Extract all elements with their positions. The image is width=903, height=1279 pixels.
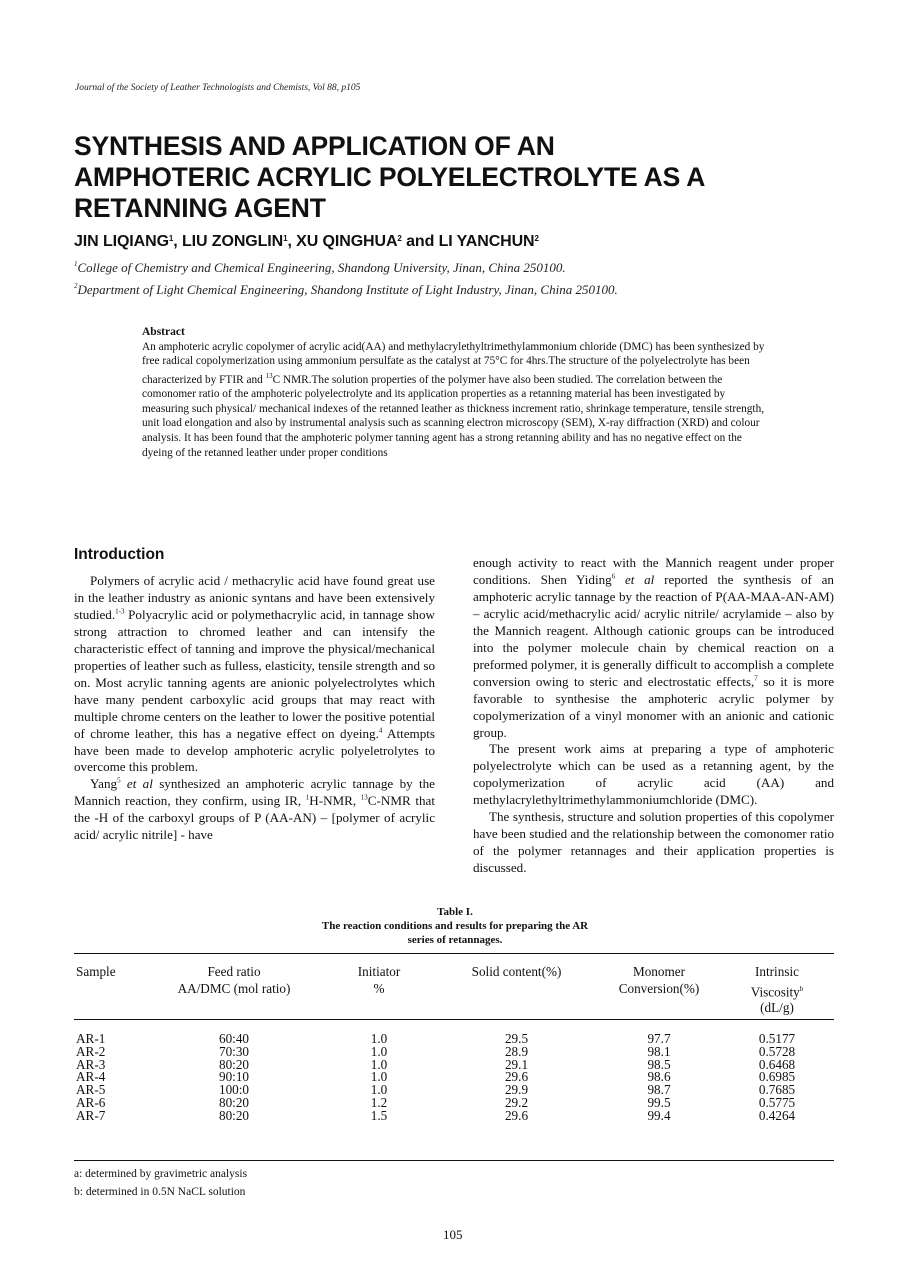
cell-initiator: 1.0: [370, 1043, 388, 1059]
citation-sup: 1: [305, 794, 310, 803]
column-header-intrinsic-viscosity: [742, 964, 812, 1017]
cell-sample: AR-6: [76, 1095, 106, 1110]
running-head: Journal of the Society of Leather Technologists and Chemists, Vol 88, p105: [75, 83, 361, 93]
table-row: [74, 1071, 834, 1084]
cell-monomer-conversion: 97.7: [647, 1031, 671, 1046]
cell-feed-ratio: 90:10: [218, 1069, 250, 1085]
text-run: so it is more favorable to synthesise the amphoteric acrylic polymer by copolymerization of a vinyl monomer with an anionic and cationic group.: [473, 673, 835, 740]
title-line: SYNTHESIS AND APPLICATION OF AN: [74, 131, 555, 161]
table-header-rule: [74, 1019, 834, 1020]
header-line: AA/DMC (mol ratio): [177, 980, 291, 996]
footnote-sup: b: [799, 984, 804, 993]
cell-initiator: 1.0: [370, 1056, 388, 1072]
abstract-body: [142, 340, 770, 461]
table-row: [74, 1084, 834, 1097]
affiliation-text: College of Chemistry and Chemical Engineering, Shandong University, Jinan, China 250100.: [77, 260, 566, 275]
author-name: LIU ZONGLIN: [181, 233, 284, 250]
column-header-solid-content: [459, 964, 574, 981]
table-bottom-rule: [74, 1160, 834, 1161]
author-sep: ,: [173, 233, 182, 250]
paragraph-continued: [473, 555, 834, 741]
title-line: AMPHOTERIC ACRYLIC POLYELECTROLYTE AS A: [74, 162, 706, 192]
citation-sup: 7: [754, 674, 758, 683]
cell-intrinsic-viscosity: 0.4264: [758, 1107, 796, 1123]
table-row: [74, 1097, 834, 1110]
abstract-text: C NMR.The solution properties of the polymer have also been studied. The correlation between the comonomer ratio of the amphoteric polyelectrolyte and its application properties as a retanning material has been investigated by measuring such physical/ mechanical indexes of the retanned leather as thickness increment ratio, shrinkage temperature, tensile strength, unit load elongation and also by instrumental analysis such as scanning electron microscopy (SEM), X-ray diffraction (XRD) and colour analysis. It has been found that the amphoteric polymer tanning agent has a strong retanning ability and has no negative effect on the dyeing of the retanned leather under proper conditions: [142, 373, 765, 459]
cell-monomer-conversion: 98.1: [647, 1043, 671, 1059]
citation-sup: 4: [378, 726, 383, 735]
text-run: synthesized an amphoteric acrylic tannage by the Mannich reaction, they confirm, using IR,: [74, 776, 435, 809]
column-header-monomer-conversion: [609, 964, 709, 997]
cell-feed-ratio: 80:20: [218, 1107, 250, 1123]
author-name: XU QINGHUA: [296, 233, 398, 250]
text-run-italic: et al: [615, 571, 655, 587]
text-run: C-NMR that the -H of the carboxyl groups of P (AA-AN) – [polymer of acrylic acid/ acrylic nitrile] - have: [74, 793, 435, 843]
header-line: Viscosity: [750, 983, 800, 999]
citation-sup: 13: [360, 794, 368, 803]
header-line: (dL/g): [760, 1000, 794, 1016]
cell-feed-ratio: 80:20: [218, 1056, 250, 1072]
affiliation-text: Department of Light Chemical Engineering, Shandong Institute of Light Industry, Jinan, China 250100.: [77, 282, 618, 297]
cell-feed-ratio: 80:20: [218, 1095, 250, 1110]
column-header-feed-ratio: [169, 964, 299, 997]
cell-intrinsic-viscosity: 0.6985: [758, 1069, 796, 1085]
text-run: reported the synthesis of an amphoteric acrylic tannage by the reaction of P(AA-MAA-AN-AM) – acrylic acid/methacrylic acid/ acrylic nitrile/ acrylamide – also by the Mannich reagent. Although cationic groups can be introduced into the polymer molecule chain by chemical reaction on a preformed polymer, it is generally difficult to accomplish a complete conversion owing to steric and electrostatic effects,: [473, 571, 834, 689]
cell-initiator: 1.0: [370, 1031, 388, 1046]
cell-intrinsic-viscosity: 0.5177: [758, 1031, 796, 1046]
table-row: [74, 1107, 834, 1123]
column-right: [473, 555, 834, 877]
table-caption-line: series of retannages.: [407, 934, 503, 946]
cell-monomer-conversion: 99.5: [647, 1095, 671, 1110]
author-affil-sup: 2: [534, 234, 539, 243]
table-top-rule: [74, 953, 834, 954]
cell-initiator: 1.5: [370, 1107, 388, 1123]
header-line: Solid content(%): [471, 964, 562, 979]
text-run: Attempts have been made to develop amphoteric acrylic polyeletrolytes to overcome this problem.: [74, 725, 436, 775]
text-run: Polyacrylic acid or polymethacrylic acid, in tannage show strong attraction to chromed leather and can intensify the characteristic effect of tanning and improve the physical/mechanical properties of leather such as fulless, elasticity, tensile strength and so on. Most acrylic tanning agents are anionic polyelectrolytes which have many pendent carboxylic acid groups that may react with multiple chrome centers on the leather to lower the positive potential of chrome leather, this has a negative effect on dyeing.: [74, 606, 435, 741]
citation-sup: 1-3: [115, 607, 125, 616]
cell-intrinsic-viscosity: 0.7685: [758, 1082, 796, 1098]
cell-monomer-conversion: 99.4: [647, 1107, 671, 1123]
cell-sample: AR-1: [76, 1031, 106, 1046]
header-line: Sample: [76, 964, 116, 979]
citation-sup: 5: [117, 777, 121, 786]
cell-initiator: 1.2: [370, 1095, 388, 1110]
paragraph: The synthesis, structure and solution properties of this copolymer have been studied and the relationship between the comonomer ratio of the polymer retannages and their application properties is discussed.: [473, 809, 834, 876]
page-number: 105: [443, 1227, 463, 1242]
table-row: [74, 1043, 834, 1059]
text-run: Polymers of acrylic acid / methacrylic acid have found great use in the leather industry as anionic syntans and have been extensively studied.: [74, 573, 435, 622]
cell-intrinsic-viscosity: 0.5728: [758, 1043, 796, 1059]
cell-sample: AR-5: [76, 1082, 106, 1098]
title-line: RETANNING AGENT: [74, 193, 326, 223]
paragraph: The present work aims at preparing a type of amphoteric polyelectrolyte which can be used as a retanning agent, by the copolymerization of acrylic acid (AA) and methylacrylethyltrimethylammoniumchloride (DMC).: [473, 741, 834, 808]
column-header-sample: [76, 964, 116, 981]
cell-feed-ratio: 60:40: [218, 1031, 250, 1046]
cell-sample: AR-7: [76, 1107, 106, 1123]
column-header-initiator: [344, 964, 414, 997]
cell-sample: AR-2: [76, 1043, 106, 1059]
table-caption-line: The reaction conditions and results for preparing the AR: [321, 920, 589, 932]
cell-solid-content: 28.9: [504, 1043, 529, 1059]
table-caption-line: Table I.: [437, 906, 473, 918]
cell-monomer-conversion: 98.6: [647, 1069, 671, 1085]
cell-monomer-conversion: 98.5: [647, 1056, 671, 1072]
header-line: Conversion(%): [618, 980, 700, 996]
column-left: [74, 573, 435, 844]
author-affil-sup: 1: [283, 234, 288, 243]
text-run: H-NMR,: [309, 793, 361, 809]
section-heading-introduction: Introduction: [74, 546, 165, 563]
affiliation: [74, 282, 618, 298]
affiliation-sup: 1: [74, 260, 78, 268]
header-line: %: [373, 980, 385, 996]
affiliation: [74, 260, 566, 276]
data-table: [74, 953, 834, 1168]
author-name: LI YANCHUN: [438, 233, 535, 250]
header-line: Feed ratio: [207, 964, 261, 979]
abstract-heading: Abstract: [142, 326, 185, 338]
text-run: enough activity to react with the Mannich reagent under proper conditions. Shen Yiding: [473, 555, 834, 587]
citation-sup: 6: [611, 572, 616, 581]
abstract-sup: 13: [265, 371, 273, 380]
cell-solid-content: 29.2: [504, 1095, 529, 1110]
cell-solid-content: 29.6: [504, 1069, 529, 1085]
table-footnote: b: determined in 0.5N NaCL solution: [74, 1186, 246, 1198]
author-list: [74, 233, 539, 251]
text-run: Yang: [90, 776, 118, 792]
header-line: Initiator: [357, 964, 401, 979]
abstract-text: An amphoteric acrylic copolymer of acrylic acid(AA) and methylacrylethyltrimethylammonium chloride (DMC) has been synthesized by free radical copolymerization using ammonium persulfate as the catalyst at 75°C for 4hrs.The structure of the polyelectrolyte has been characterized by FTIR and: [142, 340, 765, 386]
author-affil-sup: 2: [397, 234, 402, 243]
cell-sample: AR-3: [76, 1056, 106, 1072]
table-caption: [290, 905, 620, 947]
text-run-italic: et al: [120, 776, 153, 792]
cell-feed-ratio: 100:0: [218, 1082, 250, 1098]
cell-intrinsic-viscosity: 0.6468: [758, 1056, 796, 1072]
paragraph: [74, 776, 435, 844]
header-line: Intrinsic: [755, 964, 799, 979]
cell-solid-content: 29.5: [504, 1031, 529, 1046]
paragraph: [74, 573, 435, 776]
author-sep: and: [401, 233, 439, 250]
header-line: Monomer: [632, 964, 685, 979]
author-affil-sup: 1: [168, 234, 174, 243]
cell-initiator: 1.0: [370, 1082, 388, 1098]
cell-monomer-conversion: 98.7: [647, 1082, 671, 1098]
cell-initiator: 1.0: [370, 1069, 388, 1085]
cell-solid-content: 29.6: [504, 1107, 529, 1123]
cell-solid-content: 29.9: [504, 1082, 529, 1098]
author-sep: ,: [287, 233, 297, 250]
table-row: [74, 1033, 834, 1046]
table-footnote: a: determined by gravimetric analysis: [74, 1168, 248, 1180]
affiliation-sup: 2: [74, 282, 78, 290]
cell-sample: AR-4: [76, 1069, 106, 1085]
abstract: [142, 325, 770, 460]
cell-intrinsic-viscosity: 0.5775: [758, 1095, 796, 1110]
cell-feed-ratio: 70:30: [218, 1043, 250, 1059]
paper-title: [74, 131, 794, 224]
cell-solid-content: 29.1: [504, 1056, 529, 1072]
author-name: JIN LIQIANG: [74, 233, 169, 250]
table-row: [74, 1056, 834, 1072]
